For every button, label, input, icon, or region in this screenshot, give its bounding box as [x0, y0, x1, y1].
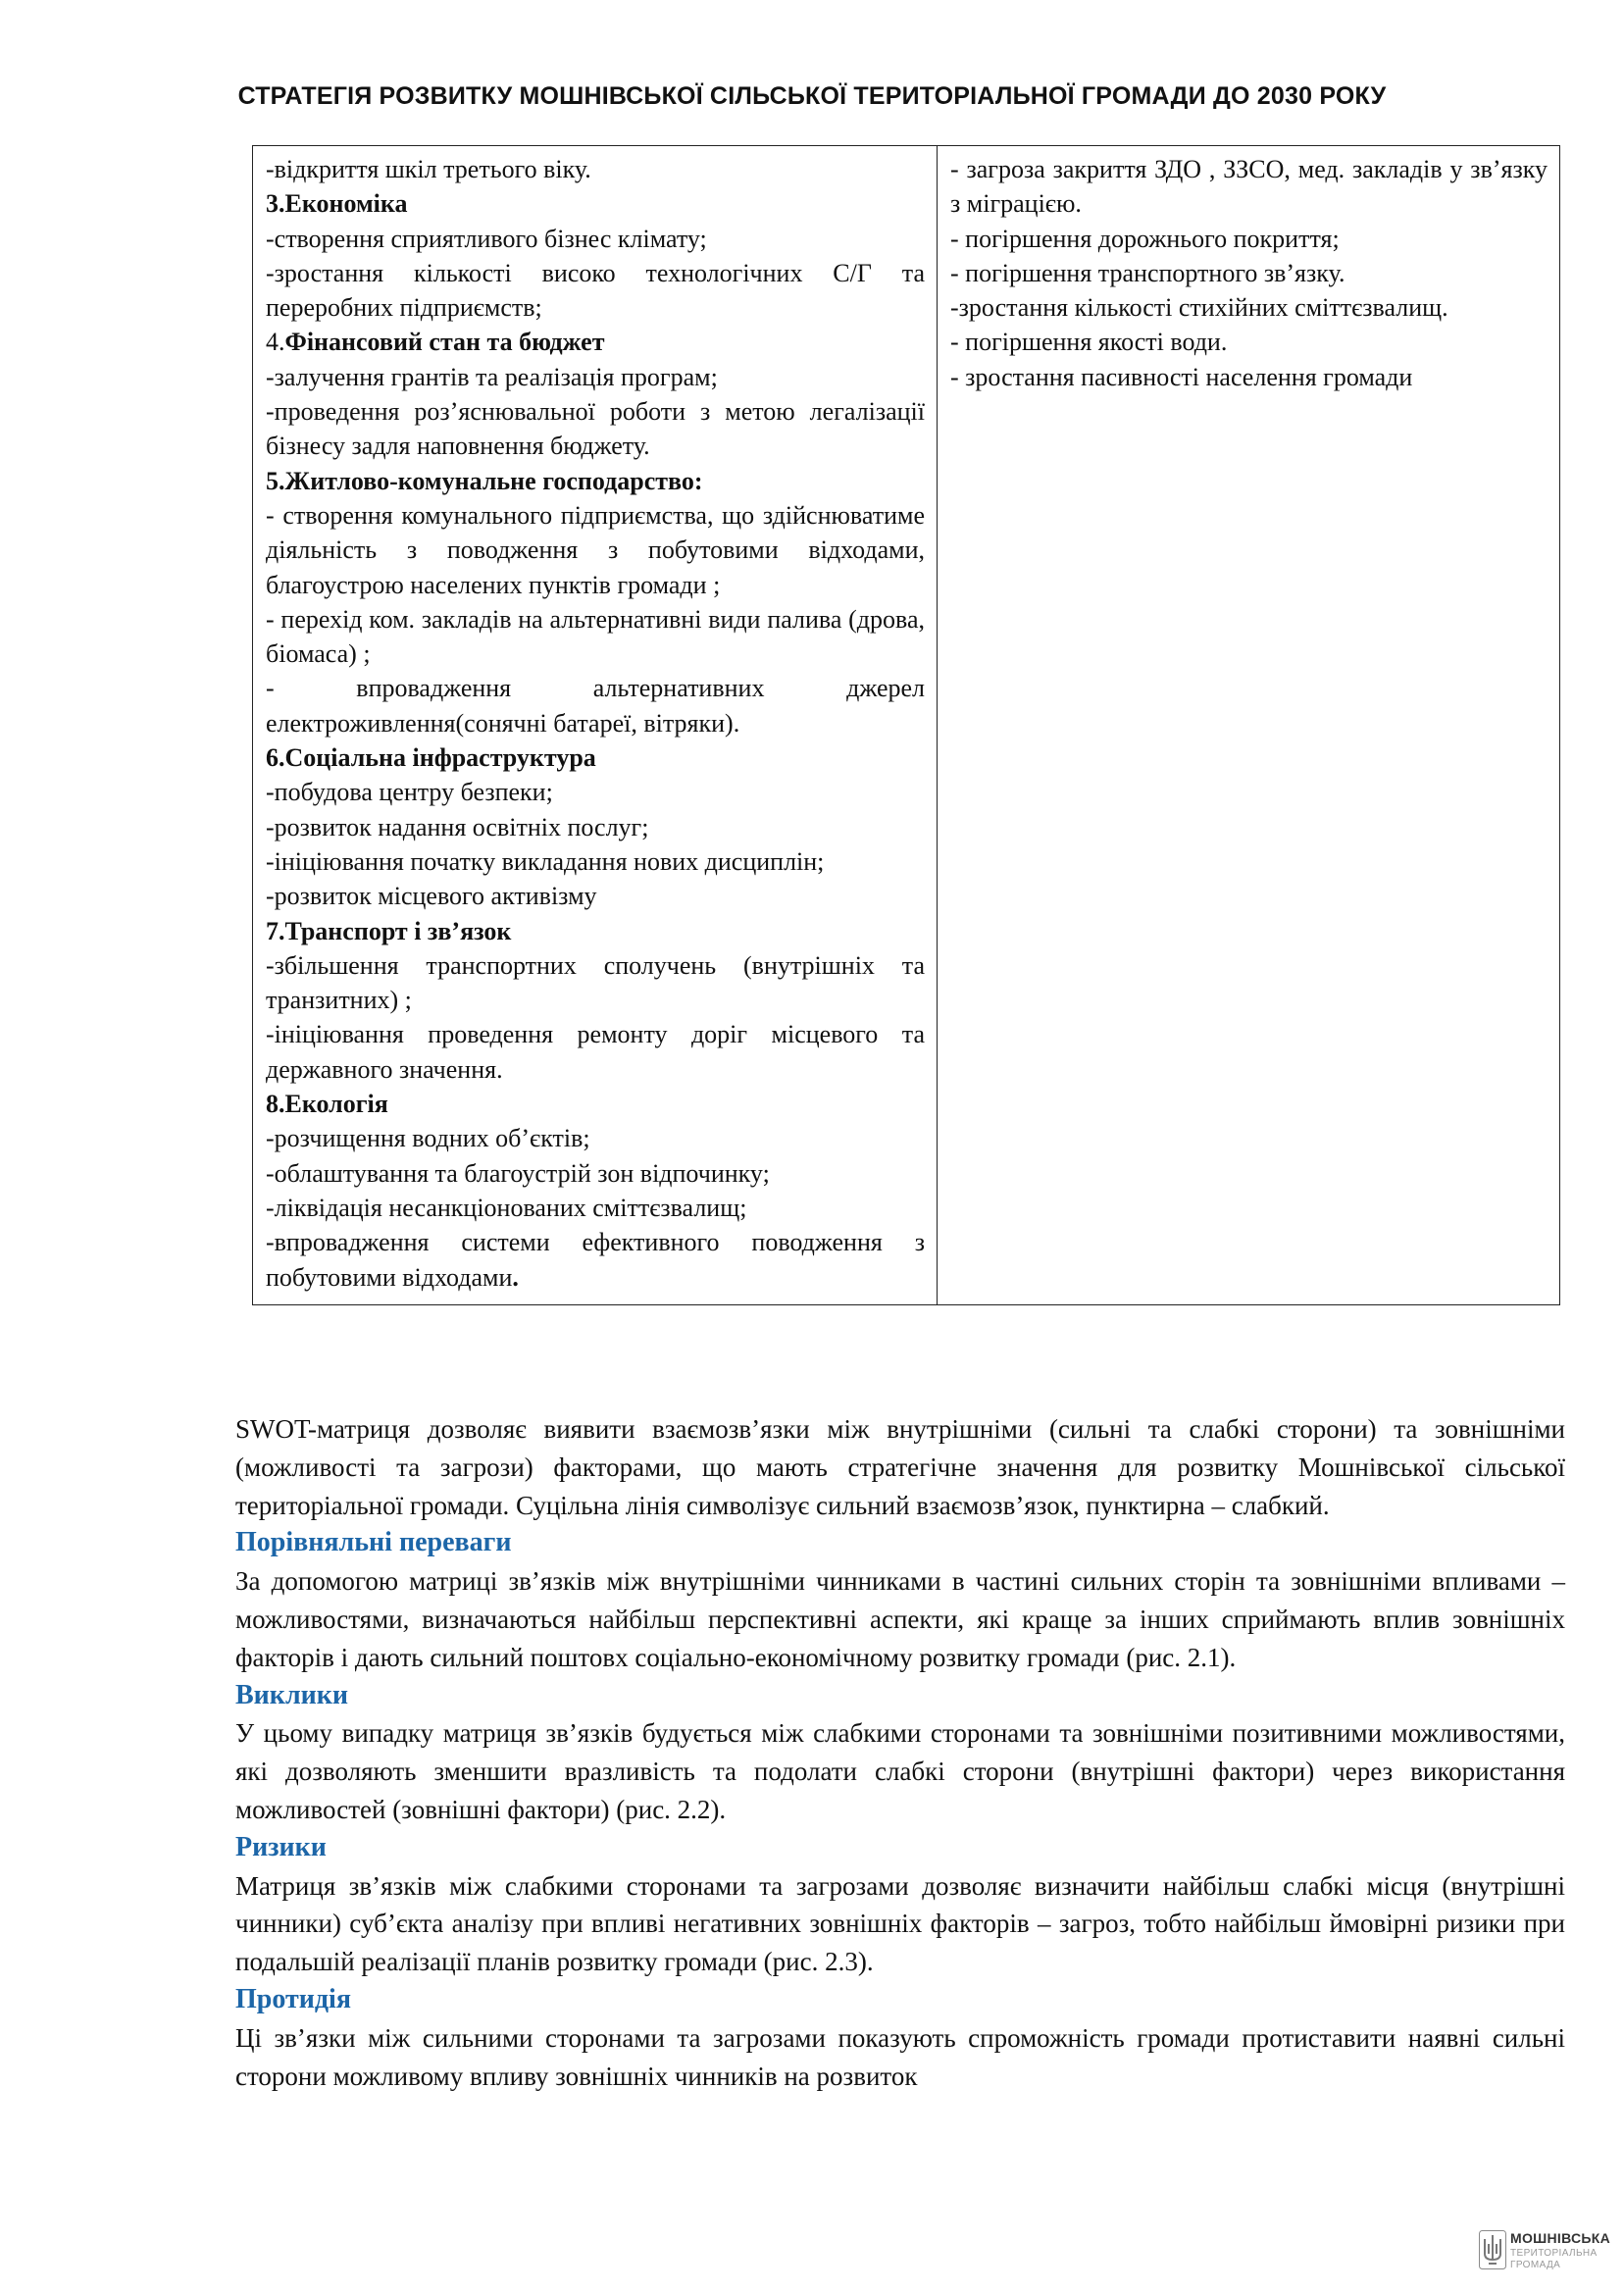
- section-number: 4.: [266, 328, 285, 357]
- list-item: - впровадження альтернативних джерел електроживлення(сонячні батареї, вітряки).: [266, 674, 925, 738]
- heading-risks: Ризики: [235, 1831, 327, 1862]
- section-heading-transport: 7.Транспорт і зв’язок: [266, 916, 512, 945]
- list-item: -зростання кількості стихійних сміттєзвалищ.: [950, 293, 1448, 323]
- paragraph-comparative-advantages: За допомогою матриці зв’язків між внутрішніми чинниками в частині сильних сторін та зовнішніми впливами – можливостями, визначаються найбільш перспективні аспекти, які краще за інших сприймають вплив зовнішніх факторів і дають сильний поштовх соціально-економічному розвитку громади (рис. 2.1).: [235, 1566, 1565, 1672]
- paragraph-counteraction: Ці зв’язки між сильними сторонами та загрозами показують спроможність громади протиставити наявні сильні сторони можливому впливу зовнішніх чинників на розвиток: [235, 2022, 1565, 2091]
- body-text: [235, 1410, 1565, 2095]
- list-item: -розвиток місцевого активізму: [266, 882, 597, 911]
- paragraph-risks: Матриця зв’язків між слабкими сторонами та загрозами дозволяє визначити найбільш слабкі місця (внутрішні чинники) суб’єкта аналізу при впливі негативних зовнішніх факторів – загроз, тобто найбільш ймовірні ризики при подальшій реалізації планів розвитку громади (рис. 2.3).: [235, 1870, 1565, 1977]
- opportunities-cell: [253, 146, 938, 1305]
- community-logo: [1479, 2228, 1616, 2275]
- trident-icon: [1479, 2230, 1506, 2269]
- list-item: -розвиток надання освітніх послуг;: [266, 812, 649, 841]
- swot-table: [252, 145, 1560, 1305]
- section-heading-housing: 5.Житлово-комунальне господарство:: [266, 466, 703, 495]
- logo-text-line3: ГРОМАДА: [1510, 2260, 1561, 2270]
- list-item: - загроза закриття ЗДО , ЗЗСО, мед. закладів у зв’язку з міграцією.: [950, 155, 1548, 219]
- list-item: -зростання кількості високо технологічних С/Г та переробних підприємств;: [266, 258, 925, 323]
- list-item: [266, 1225, 925, 1295]
- logo-text-line2: ТЕРИТОРІАЛЬНА: [1510, 2248, 1598, 2259]
- list-item: -залучення грантів та реалізація програм;: [266, 362, 718, 391]
- page-header-title: СТРАТЕГІЯ РОЗВИТКУ МОШНІВСЬКОЇ СІЛЬСЬКОЇ ТЕРИТОРІАЛЬНОЇ ГРОМАДИ ДО 2030 РОКУ: [237, 82, 1387, 110]
- intro-paragraph: SWOT-матриця дозволяє виявити взаємозв’язки між внутрішніми (сильні та слабкі сторони) та зовнішніми (можливості та загрози) факторами, що мають стратегічне значення для розвитку Мошнівської сільської територіальної громади. Суцільна лінія символізує сильний взаємозв’язок, пунктирна – слабкий.: [235, 1414, 1565, 1520]
- list-item: -проведення роз’яснювальної роботи з метою легалізації бізнесу задля наповнення бюджету.: [266, 397, 925, 461]
- list-item: -ініціювання початку викладання нових дисциплін;: [266, 846, 825, 876]
- threats-cell: [938, 146, 1560, 1305]
- section-heading-ecology: 8.Екологія: [266, 1090, 388, 1119]
- list-item: -збільшення транспортних сполучень (внутрішніх та транзитних) ;: [266, 950, 925, 1015]
- list-item: - створення комунального підприємства, що здійснюватиме діяльність з поводження з побутовими відходами, благоустрою населених пунктів громади ;: [266, 500, 925, 599]
- list-item: -ліквідація несанкціонованих сміттєзвалищ;: [266, 1193, 747, 1222]
- logo-text-line1: МОШНІВСЬКА: [1510, 2230, 1611, 2246]
- heading-comparative-advantages: Порівняльні переваги: [235, 1527, 512, 1558]
- list-item: - погіршення якості води.: [950, 328, 1228, 357]
- section-title: Фінансовий стан та бюджет: [284, 328, 605, 357]
- heading-challenges: Виклики: [235, 1679, 349, 1710]
- list-item: - погіршення дорожнього покриття;: [950, 224, 1340, 253]
- list-item: -відкриття шкіл третього віку.: [266, 155, 591, 183]
- table-row: [253, 146, 1560, 1305]
- list-item: - перехід ком. закладів на альтернативні види палива (дрова, біомаса) ;: [266, 604, 925, 669]
- list-item: -розчищення водних об’єктів;: [266, 1124, 590, 1153]
- list-item-end: .: [512, 1262, 519, 1292]
- heading-counteraction: Протидія: [235, 1983, 351, 2014]
- section-heading-economy: 3.Економіка: [266, 189, 408, 219]
- section-heading-finance: [266, 325, 925, 359]
- paragraph-challenges: У цьому випадку матриця зв’язків будується між слабкими сторонами та зовнішніми позитивними можливостями, які дозволяють зменшити вразливість та подолати слабкі сторони (внутрішні фактори) через використання можливостей (зовнішні фактори) (рис. 2.2).: [235, 1718, 1565, 1824]
- list-item: -ініціювання проведення ремонту доріг місцевого та державного значення.: [266, 1020, 925, 1084]
- list-item-text: -впровадження системи ефективного поводження з побутовими відходами: [266, 1228, 925, 1292]
- list-item: -створення сприятливого бізнес клімату;: [266, 224, 707, 253]
- section-heading-social: 6.Соціальна інфраструктура: [266, 743, 596, 773]
- list-item: -побудова центру безпеки;: [266, 778, 553, 807]
- list-item: - погіршення транспортного зв’язку.: [950, 258, 1345, 287]
- list-item: - зростання пасивності населення громади: [950, 362, 1413, 391]
- list-item: -облаштування та благоустрій зон відпочинку;: [266, 1158, 770, 1188]
